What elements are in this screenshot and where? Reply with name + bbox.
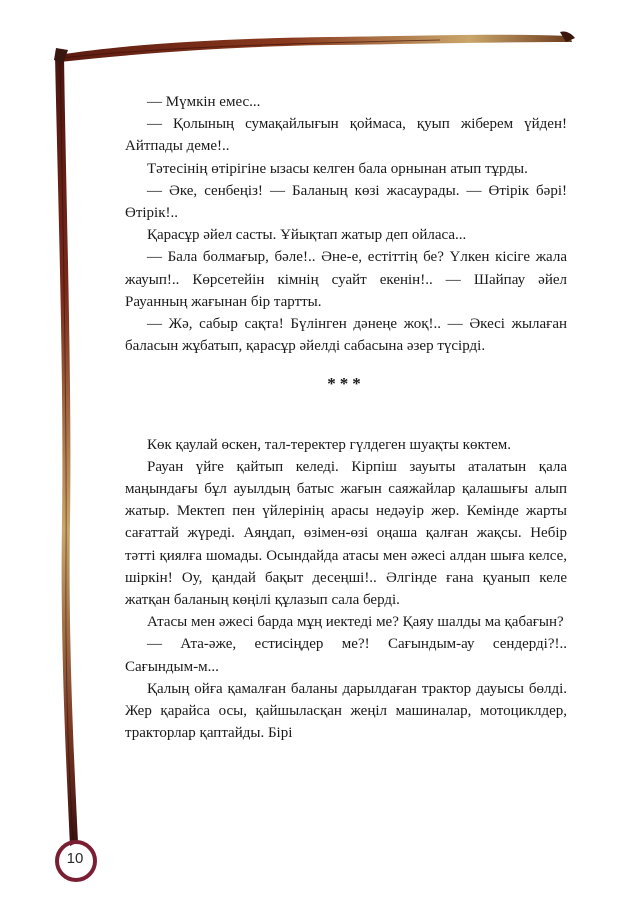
paragraph: — Жә, сабыр сақта! Бүлінген дәнеңе жоқ!.. — Әкесі жылаған баласын жұбатып, қарасұр әйелді сабасына әзер түсірді.	[125, 316, 567, 355]
paragraph: — Әке, сенбеңіз! — Баланың көзі жасаурады. — Өтірік бәрі! Өтірік!..	[125, 182, 567, 222]
paragraph: — Қолының сумақайлығын қоймаса, қуып жіберем үйден! Айтпады деме!..	[125, 116, 567, 155]
paragraph: Көк қаулай өскен, тал-теректер гүлдеген шуақты көктем.	[147, 436, 512, 453]
paragraph: — Ата-әже, естисіңдер ме?! Сағындым-ау сендерді?!.. Сағындым-м...	[125, 636, 567, 675]
paragraph: Тәтесінің өтірігіне ызасы келген бала орнынан атып тұрды.	[147, 160, 528, 177]
paragraph: Атасы мен әжесі барда мұң иектеді ме? Қаяу шалды ма қабағын?	[147, 614, 564, 631]
paragraph: — Мүмкін емес...	[147, 94, 261, 110]
section-separator: ***	[327, 374, 365, 394]
paragraph: Қалың ойға қамалған баланы дарылдаған трактор дауысы бөлді. Жер қарайса осы, қайшыласқан жеңіл машиналар, мотоциклдер, тракторлар қаптайды. Бірі	[125, 680, 567, 742]
paragraph: — Бала болмағыр, бәле!.. Әне-е, естіттің бе? Үлкен кісіге жала жауып!.. Көрсетейін кімнің суайт екенін!.. — Шайпау әйел Рауанның жағынан бір тартты.	[125, 249, 567, 310]
document-body	[125, 91, 567, 744]
page-number: 10	[66, 850, 84, 867]
paragraph: Қарасұр әйел састы. Ұйықтап жатыр деп ойласа...	[147, 227, 467, 244]
paragraph: Рауан үйге қайтып келеді. Кірпіш зауыты аталатын қала маңындағы бұл ауылдың батыс жағын саяжайлар қалашығы алып жатыр. Мектеп пен үйлерінің арасы недәуір жер. Кемінде жарты сағаттай жүреді. Аяңдап, өзімен-өзі оңаша қалған жақсы. Небір тәтті қиялға шомады. Осындайда атасы мен әжесі алдан шыға келсе, шіркін! Оу, қандай бақыт десеңші!.. Әлгінде ғана қуанып келе жатқан баланың көңілі құлазып сала берді.	[125, 458, 567, 609]
